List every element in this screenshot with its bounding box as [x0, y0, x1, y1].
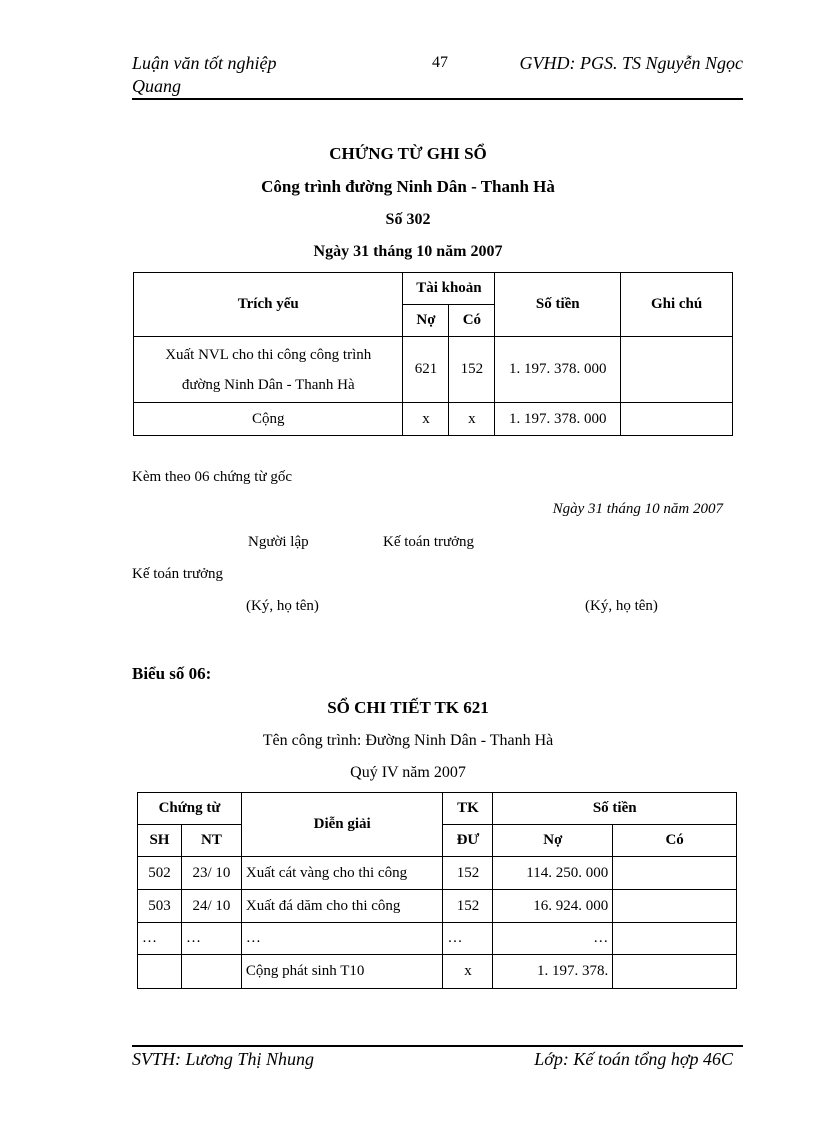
ledger-tk: … [443, 923, 493, 955]
ledger-title: SỔ CHI TIẾT TK 621 [327, 698, 489, 717]
ledger-col-tk: TK [443, 793, 493, 825]
ledger-col-debit: Nợ [493, 825, 613, 857]
chief-accountant-label: Kế toán trưởng [383, 534, 475, 550]
voucher-total-label: Cộng [134, 403, 403, 436]
ledger-nt: 24/ 10 [181, 890, 241, 923]
voucher-table [133, 272, 733, 436]
voucher-row-debit: 621 [403, 337, 449, 403]
attached-docs: Kèm theo 06 chứng từ gốc [132, 469, 292, 485]
voucher-row-note [621, 337, 733, 403]
chief-accountant-label-2: Kế toán trưởng [132, 566, 224, 582]
table-row [134, 403, 733, 436]
ledger-desc: … [241, 923, 443, 955]
voucher-col-account: Tài khoản [403, 273, 495, 305]
table-row [138, 857, 737, 890]
ledger-nt: 23/ 10 [181, 857, 241, 890]
header-rule [132, 98, 743, 100]
sign-note-left: (Ký, họ tên) [246, 598, 319, 614]
voucher-number: Số 302 [385, 211, 431, 228]
ledger-tk: 152 [443, 857, 493, 890]
ledger-col-du: ĐƯ [443, 825, 493, 857]
sign-note-right: (Ký, họ tên) [585, 598, 658, 614]
voucher-total-note [621, 403, 733, 436]
form-label: Biểu số 06: [132, 664, 212, 683]
voucher-total-credit: x [449, 403, 495, 436]
voucher-row-amount: 1. 197. 378. 000 [495, 337, 621, 403]
voucher-date: Ngày 31 tháng 10 năm 2007 [313, 243, 503, 260]
ledger-credit [613, 857, 737, 890]
page-number: 47 [432, 54, 448, 71]
ledger-credit [613, 890, 737, 923]
ledger-nt: … [181, 923, 241, 955]
header-left-line2: Quang [132, 76, 181, 96]
ledger-col-nt: NT [181, 825, 241, 857]
ledger-debit: 1. 197. 378. [493, 955, 613, 989]
ledger-col-voucher: Chứng từ [138, 793, 242, 825]
voucher-col-debit: Nợ [403, 305, 449, 337]
ledger-period: Quý IV năm 2007 [350, 764, 466, 781]
preparer-label: Người lập [248, 534, 309, 550]
ledger-sh: 502 [138, 857, 182, 890]
ledger-project: Tên công trình: Đường Ninh Dân - Thanh Hà [262, 732, 554, 749]
ledger-col-desc: Diễn giải [241, 793, 443, 857]
ledger-desc: Xuất đá dăm cho thi công [241, 890, 443, 923]
ledger-debit: … [493, 923, 613, 955]
voucher-title: CHỨNG TỪ GHI SỔ [329, 144, 487, 163]
ledger-debit: 16. 924. 000 [493, 890, 613, 923]
footer-left: SVTH: Lương Thị Nhung [132, 1049, 314, 1069]
ledger-credit [613, 955, 737, 989]
table-row [138, 955, 737, 989]
voucher-col-amount: Số tiền [495, 273, 621, 337]
ledger-credit [613, 923, 737, 955]
table-row [138, 923, 737, 955]
ledger-col-amount: Số tiền [493, 793, 737, 825]
voucher-total-debit: x [403, 403, 449, 436]
table-row [138, 890, 737, 923]
header-right: GVHD: PGS. TS Nguyễn Ngọc [519, 53, 743, 73]
ledger-col-credit: Có [613, 825, 737, 857]
ledger-tk: x [443, 955, 493, 989]
ledger-sh: … [138, 923, 182, 955]
voucher-total-amount: 1. 197. 378. 000 [495, 403, 621, 436]
ledger-sh [138, 955, 182, 989]
voucher-row-summary [134, 337, 403, 403]
voucher-project: Công trình đường Ninh Dân - Thanh Hà [261, 177, 555, 196]
header-left-line1: Luận văn tốt nghiệp [132, 53, 277, 73]
table-row [134, 337, 733, 403]
ledger-desc: Cộng phát sinh T10 [241, 955, 443, 989]
voucher-col-note: Ghi chú [621, 273, 733, 337]
voucher-summary-line2: đường Ninh Dân - Thanh Hà [181, 376, 355, 393]
ledger-tk: 152 [443, 890, 493, 923]
sign-date: Ngày 31 tháng 10 năm 2007 [552, 501, 723, 517]
voucher-row-credit: 152 [449, 337, 495, 403]
voucher-col-summary: Trích yếu [134, 273, 403, 337]
footer-right: Lớp: Kế toán tổng hợp 46C [534, 1049, 733, 1069]
voucher-col-credit: Có [449, 305, 495, 337]
footer-rule [132, 1045, 743, 1047]
ledger-desc: Xuất cát vàng cho thi công [241, 857, 443, 890]
ledger-sh: 503 [138, 890, 182, 923]
ledger-table [137, 792, 737, 989]
voucher-summary-line1: Xuất NVL cho thi công công trình [165, 346, 372, 363]
ledger-nt [181, 955, 241, 989]
ledger-col-sh: SH [138, 825, 182, 857]
ledger-debit: 114. 250. 000 [493, 857, 613, 890]
